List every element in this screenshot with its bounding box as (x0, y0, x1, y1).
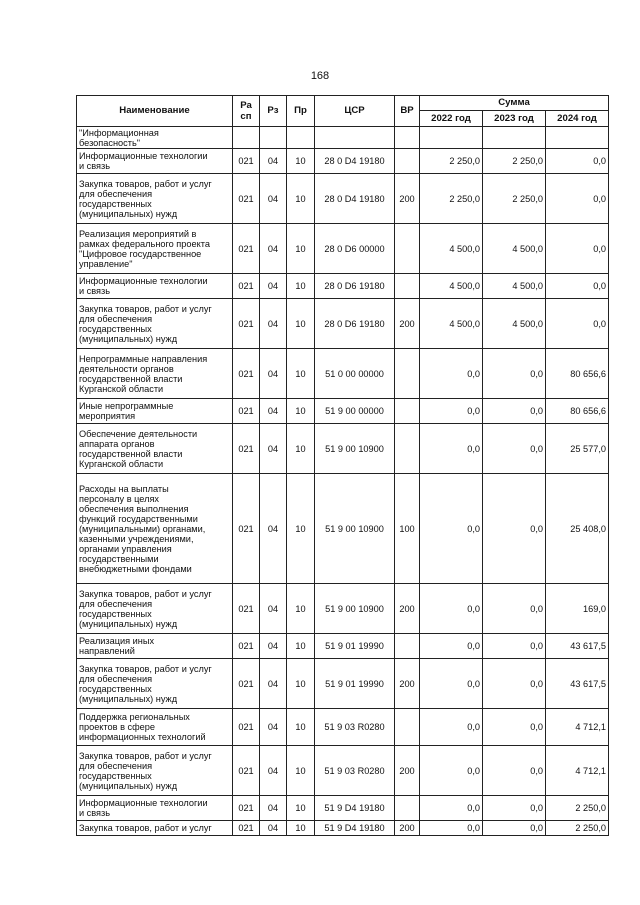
table-row (77, 274, 609, 299)
row-pr: 10 (287, 821, 315, 836)
row-vr: 200 (395, 174, 420, 224)
row-csr: 51 9 00 00000 (315, 399, 395, 424)
row-2023: 2 250,0 (483, 174, 546, 224)
row-2022: 0,0 (420, 424, 483, 474)
row-2023: 4 500,0 (483, 299, 546, 349)
table-row (77, 584, 609, 634)
row-2024: 80 656,6 (546, 349, 609, 399)
budget-table (76, 95, 609, 836)
row-pr: 10 (287, 299, 315, 349)
row-name: Непрограммные направления деятельности органов государственной власти Курганской области (77, 349, 233, 399)
row-csr: 51 9 00 10900 (315, 424, 395, 474)
row-rasp: 021 (233, 584, 260, 634)
row-2022: 0,0 (420, 349, 483, 399)
row-2024: 4 712,1 (546, 746, 609, 796)
row-2024: 0,0 (546, 274, 609, 299)
row-name: Реализация мероприятий в рамках федерального проекта "Цифровое государственное управление" (77, 224, 233, 274)
row-2023: 4 500,0 (483, 224, 546, 274)
row-pr: 10 (287, 474, 315, 584)
table-row (77, 821, 609, 836)
row-2023: 0,0 (483, 796, 546, 821)
row-2024: 43 617,5 (546, 634, 609, 659)
row-2024: 43 617,5 (546, 659, 609, 709)
row-2022: 0,0 (420, 709, 483, 746)
row-csr: 28 0 D4 19180 (315, 174, 395, 224)
row-2022: 0,0 (420, 474, 483, 584)
row-2023: 0,0 (483, 746, 546, 796)
row-rz: 04 (260, 474, 287, 584)
row-rz: 04 (260, 274, 287, 299)
row-name: Информационные технологии и связь (77, 274, 233, 299)
row-csr: 51 9 00 10900 (315, 474, 395, 584)
row-2022: 0,0 (420, 821, 483, 836)
row-pr: 10 (287, 584, 315, 634)
table-row (77, 746, 609, 796)
table-row (77, 634, 609, 659)
row-2024: 0,0 (546, 224, 609, 274)
row-2022: 0,0 (420, 634, 483, 659)
table-row (77, 659, 609, 709)
row-vr (395, 149, 420, 174)
row-pr: 10 (287, 224, 315, 274)
row-csr: 51 9 01 19990 (315, 659, 395, 709)
page-number: 168 (310, 70, 330, 82)
row-rz: 04 (260, 349, 287, 399)
row-2022: 2 250,0 (420, 149, 483, 174)
table-row (77, 127, 609, 149)
row-name: Закупка товаров, работ и услуг (77, 821, 233, 836)
row-rz: 04 (260, 709, 287, 746)
row-2024: 4 712,1 (546, 709, 609, 746)
row-name: Иные непрограммные мероприятия (77, 399, 233, 424)
row-rz: 04 (260, 634, 287, 659)
row-2024: 25 408,0 (546, 474, 609, 584)
row-name: Закупка товаров, работ и услуг для обеспечения государственных (муниципальных) нужд (77, 659, 233, 709)
table-row (77, 796, 609, 821)
row-name: Расходы на выплаты персоналу в целях обеспечения выполнения функций государственными (муниципальными) органами, казенными учреждениями, органами управления государственными внебюджетными фондами (77, 474, 233, 584)
row-pr: 10 (287, 274, 315, 299)
row-2024: 2 250,0 (546, 796, 609, 821)
row-pr: 10 (287, 399, 315, 424)
row-vr (395, 274, 420, 299)
row-2024: 2 250,0 (546, 821, 609, 836)
row-2023: 0,0 (483, 349, 546, 399)
row-rz: 04 (260, 399, 287, 424)
row-vr (395, 349, 420, 399)
row-2022: 4 500,0 (420, 299, 483, 349)
row-vr: 200 (395, 584, 420, 634)
table-row (77, 174, 609, 224)
row-2023: 0,0 (483, 709, 546, 746)
row-rasp: 021 (233, 274, 260, 299)
row-rz: 04 (260, 174, 287, 224)
table-body (77, 127, 609, 836)
row-2022: 0,0 (420, 796, 483, 821)
row-rz: 04 (260, 584, 287, 634)
row-csr: 28 0 D6 19180 (315, 299, 395, 349)
row-2023: 0,0 (483, 399, 546, 424)
row-2023: 0,0 (483, 474, 546, 584)
row-rasp: 021 (233, 634, 260, 659)
table-row (77, 424, 609, 474)
header-csr: ЦСР (315, 96, 395, 127)
table-row (77, 299, 609, 349)
row-name: Закупка товаров, работ и услуг для обеспечения государственных (муниципальных) нужд (77, 299, 233, 349)
header-pr: Пр (287, 96, 315, 127)
header-sum: Сумма (420, 96, 609, 111)
row-rasp: 021 (233, 659, 260, 709)
row-rasp (233, 127, 260, 149)
row-rz: 04 (260, 424, 287, 474)
row-pr: 10 (287, 424, 315, 474)
table-row (77, 399, 609, 424)
row-rasp: 021 (233, 299, 260, 349)
row-csr: 28 0 D6 00000 (315, 224, 395, 274)
row-vr: 200 (395, 299, 420, 349)
row-pr: 10 (287, 174, 315, 224)
row-rz: 04 (260, 659, 287, 709)
row-name: Поддержка региональных проектов в сфере информационных технологий (77, 709, 233, 746)
row-name: Закупка товаров, работ и услуг для обеспечения государственных (муниципальных) нужд (77, 584, 233, 634)
row-vr: 200 (395, 659, 420, 709)
row-2024 (546, 127, 609, 149)
row-2024: 0,0 (546, 174, 609, 224)
row-rz (260, 127, 287, 149)
row-2024: 80 656,6 (546, 399, 609, 424)
row-name: Реализация иных направлений (77, 634, 233, 659)
row-rasp: 021 (233, 149, 260, 174)
row-csr: 51 9 D4 19180 (315, 796, 395, 821)
row-pr: 10 (287, 149, 315, 174)
row-2023 (483, 127, 546, 149)
row-name: Информационные технологии и связь (77, 149, 233, 174)
header-name: Наименование (77, 96, 233, 127)
row-2024: 0,0 (546, 299, 609, 349)
row-2022: 4 500,0 (420, 274, 483, 299)
row-rasp: 021 (233, 399, 260, 424)
header-rasp: Ра сп (233, 96, 260, 127)
row-2022: 4 500,0 (420, 224, 483, 274)
row-pr: 10 (287, 746, 315, 796)
row-vr (395, 634, 420, 659)
row-name: Закупка товаров, работ и услуг для обеспечения государственных (муниципальных) нужд (77, 746, 233, 796)
row-rasp: 021 (233, 746, 260, 796)
row-rasp: 021 (233, 821, 260, 836)
row-rasp: 021 (233, 709, 260, 746)
row-csr: 51 9 00 10900 (315, 584, 395, 634)
table-header (77, 96, 609, 127)
row-2023: 2 250,0 (483, 149, 546, 174)
row-vr (395, 709, 420, 746)
row-2022 (420, 127, 483, 149)
row-pr: 10 (287, 709, 315, 746)
header-vr: ВР (395, 96, 420, 127)
row-vr (395, 127, 420, 149)
row-rasp: 021 (233, 474, 260, 584)
row-csr (315, 127, 395, 149)
row-vr (395, 424, 420, 474)
row-csr: 51 9 03 R0280 (315, 746, 395, 796)
header-2024: 2024 год (546, 111, 609, 127)
row-rasp: 021 (233, 424, 260, 474)
row-rz: 04 (260, 299, 287, 349)
row-2023: 0,0 (483, 821, 546, 836)
row-csr: 28 0 D4 19180 (315, 149, 395, 174)
row-2024: 0,0 (546, 149, 609, 174)
row-rz: 04 (260, 149, 287, 174)
row-rasp: 021 (233, 796, 260, 821)
row-2023: 0,0 (483, 584, 546, 634)
row-name: Информационные технологии и связь (77, 796, 233, 821)
row-2023: 4 500,0 (483, 274, 546, 299)
row-csr: 51 9 01 19990 (315, 634, 395, 659)
row-rz: 04 (260, 224, 287, 274)
table-row (77, 224, 609, 274)
row-2022: 0,0 (420, 584, 483, 634)
row-vr (395, 224, 420, 274)
row-csr: 51 9 03 R0280 (315, 709, 395, 746)
row-2022: 2 250,0 (420, 174, 483, 224)
row-pr: 10 (287, 634, 315, 659)
row-2023: 0,0 (483, 659, 546, 709)
row-rasp: 021 (233, 349, 260, 399)
row-vr: 100 (395, 474, 420, 584)
header-2023: 2023 год (483, 111, 546, 127)
row-2023: 0,0 (483, 424, 546, 474)
row-rz: 04 (260, 746, 287, 796)
row-name: Обеспечение деятельности аппарата органов государственной власти Курганской области (77, 424, 233, 474)
row-pr (287, 127, 315, 149)
row-csr: 51 9 D4 19180 (315, 821, 395, 836)
row-2022: 0,0 (420, 399, 483, 424)
row-name: "Информационная безопасность" (77, 127, 233, 149)
row-2024: 169,0 (546, 584, 609, 634)
table-row (77, 709, 609, 746)
row-rasp: 021 (233, 224, 260, 274)
row-rz: 04 (260, 821, 287, 836)
row-vr (395, 399, 420, 424)
row-vr: 200 (395, 821, 420, 836)
row-2023: 0,0 (483, 634, 546, 659)
row-csr: 51 0 00 00000 (315, 349, 395, 399)
row-csr: 28 0 D6 19180 (315, 274, 395, 299)
row-vr (395, 796, 420, 821)
row-2022: 0,0 (420, 746, 483, 796)
row-rasp: 021 (233, 174, 260, 224)
header-rz: Рз (260, 96, 287, 127)
row-name: Закупка товаров, работ и услуг для обеспечения государственных (муниципальных) нужд (77, 174, 233, 224)
row-rz: 04 (260, 796, 287, 821)
row-pr: 10 (287, 349, 315, 399)
row-2022: 0,0 (420, 659, 483, 709)
row-2024: 25 577,0 (546, 424, 609, 474)
row-pr: 10 (287, 796, 315, 821)
table-row (77, 149, 609, 174)
row-vr: 200 (395, 746, 420, 796)
header-2022: 2022 год (420, 111, 483, 127)
table-row (77, 474, 609, 584)
table-row (77, 349, 609, 399)
row-pr: 10 (287, 659, 315, 709)
